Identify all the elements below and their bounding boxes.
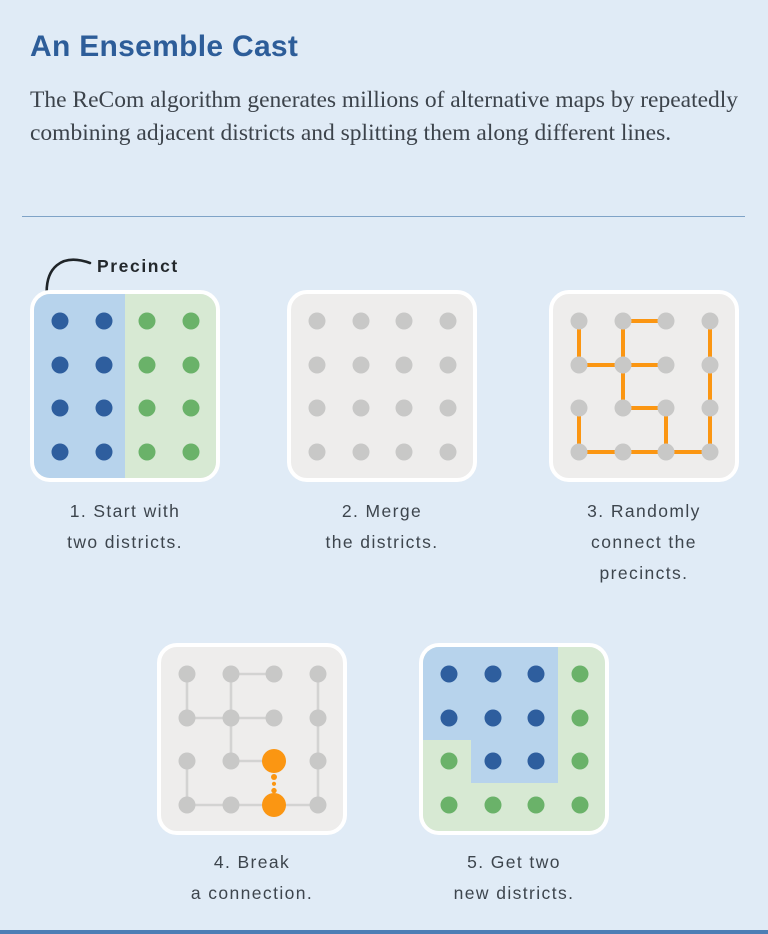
precinct-dot bbox=[52, 444, 69, 461]
divider bbox=[22, 216, 745, 217]
precinct-dot bbox=[310, 710, 327, 727]
precinct-dot bbox=[658, 400, 675, 417]
precinct-dot bbox=[485, 710, 502, 727]
precinct-dot bbox=[223, 710, 240, 727]
caption-step-5 bbox=[419, 847, 609, 909]
precinct-dot bbox=[52, 313, 69, 330]
caption-step-4 bbox=[157, 847, 347, 909]
precinct-dot bbox=[528, 710, 545, 727]
precinct-dot bbox=[309, 444, 326, 461]
precinct-dot bbox=[572, 710, 589, 727]
precinct-dot bbox=[441, 753, 458, 770]
precinct-dot bbox=[266, 710, 283, 727]
precinct-dot bbox=[572, 753, 589, 770]
precinct-dot bbox=[139, 444, 156, 461]
precinct-dot bbox=[262, 793, 286, 817]
precinct-dot bbox=[572, 797, 589, 814]
caption-line: 3. Randomly bbox=[587, 501, 701, 521]
caption-step-2 bbox=[287, 496, 477, 558]
precinct-dot bbox=[658, 444, 675, 461]
precinct-dot bbox=[179, 666, 196, 683]
precinct-dot bbox=[96, 357, 113, 374]
precinct-dot bbox=[571, 400, 588, 417]
precinct-dot bbox=[139, 313, 156, 330]
precinct-dot bbox=[485, 666, 502, 683]
precinct-dot bbox=[96, 400, 113, 417]
broken-connection-dot bbox=[271, 774, 277, 780]
precinct-dot bbox=[396, 400, 413, 417]
precinct-dot bbox=[571, 313, 588, 330]
precinct-dot bbox=[223, 753, 240, 770]
broken-connection-dot bbox=[272, 782, 276, 786]
precinct-dot bbox=[52, 400, 69, 417]
precinct-dot bbox=[615, 444, 632, 461]
precinct-dot bbox=[485, 797, 502, 814]
precinct-dot bbox=[441, 666, 458, 683]
caption-line: two districts. bbox=[67, 532, 183, 552]
caption-line: precincts. bbox=[599, 563, 689, 583]
precinct-dot bbox=[223, 666, 240, 683]
precinct-dot bbox=[353, 444, 370, 461]
panel-step-5-new-districts bbox=[419, 643, 609, 835]
precinct-dot bbox=[266, 666, 283, 683]
precinct-dot bbox=[702, 313, 719, 330]
panel-step-4-break-connection bbox=[157, 643, 347, 835]
page-title: An Ensemble Cast bbox=[30, 30, 299, 63]
precinct-dot bbox=[572, 666, 589, 683]
precinct-dot bbox=[353, 357, 370, 374]
precinct-dot bbox=[309, 400, 326, 417]
precinct-dot bbox=[139, 400, 156, 417]
precinct-dot bbox=[441, 710, 458, 727]
caption-step-1 bbox=[30, 496, 220, 558]
precinct-dot bbox=[615, 357, 632, 374]
caption-line: 1. Start with bbox=[69, 501, 181, 521]
precinct-dot bbox=[139, 357, 156, 374]
precinct-dot bbox=[440, 400, 457, 417]
precinct-dot bbox=[183, 444, 200, 461]
precinct-dot bbox=[309, 357, 326, 374]
precinct-dot bbox=[485, 753, 502, 770]
caption-line: 4. Break bbox=[213, 852, 291, 872]
precinct-dot bbox=[353, 400, 370, 417]
precinct-dot bbox=[310, 753, 327, 770]
precinct-label: Precinct bbox=[97, 256, 179, 276]
precinct-dot bbox=[262, 749, 286, 773]
precinct-dot bbox=[223, 797, 240, 814]
panel-step-3-spanning-tree bbox=[549, 290, 739, 482]
precinct-dot bbox=[702, 444, 719, 461]
panel-step-2-merged bbox=[287, 290, 477, 482]
broken-connection-dot bbox=[271, 788, 276, 793]
precinct-dot bbox=[353, 313, 370, 330]
precinct-dot bbox=[179, 797, 196, 814]
precinct-dot bbox=[615, 400, 632, 417]
caption-line: connect the bbox=[591, 532, 697, 552]
precinct-dot bbox=[183, 313, 200, 330]
precinct-dot bbox=[96, 444, 113, 461]
precinct-dot bbox=[440, 357, 457, 374]
precinct-dot bbox=[309, 313, 326, 330]
precinct-dot bbox=[396, 357, 413, 374]
description-text: The ReCom algorithm generates millions of alternative maps by repeatedly combining adjacent districts and splitting them along different lines. bbox=[30, 87, 739, 146]
precinct-dot bbox=[440, 444, 457, 461]
precinct-dot bbox=[179, 710, 196, 727]
precinct-dot bbox=[571, 357, 588, 374]
precinct-dot bbox=[183, 400, 200, 417]
caption-line: the districts. bbox=[325, 532, 439, 552]
precinct-dot bbox=[615, 313, 632, 330]
precinct-dot bbox=[179, 753, 196, 770]
precinct-dot bbox=[528, 797, 545, 814]
precinct-dot bbox=[658, 357, 675, 374]
precinct-dot bbox=[528, 753, 545, 770]
precinct-dot bbox=[310, 797, 327, 814]
caption-line: 5. Get two bbox=[467, 852, 561, 872]
precinct-dot bbox=[183, 357, 200, 374]
precinct-dot bbox=[702, 400, 719, 417]
precinct-dot bbox=[440, 313, 457, 330]
precinct-dot bbox=[396, 313, 413, 330]
precinct-dot bbox=[396, 444, 413, 461]
caption-line: a connection. bbox=[190, 883, 314, 903]
precinct-dot bbox=[702, 357, 719, 374]
precinct-dot bbox=[441, 797, 458, 814]
precinct-dot bbox=[528, 666, 545, 683]
precinct-dot bbox=[658, 313, 675, 330]
precinct-dot bbox=[310, 666, 327, 683]
caption-line: new districts. bbox=[453, 883, 575, 903]
precinct-dot bbox=[571, 444, 588, 461]
bottom-accent-bar bbox=[0, 930, 768, 934]
caption-step-3 bbox=[549, 496, 739, 589]
precinct-dot bbox=[96, 313, 113, 330]
panel-step-1-two-districts bbox=[30, 290, 220, 482]
precinct-dot bbox=[52, 357, 69, 374]
caption-line: 2. Merge bbox=[341, 501, 423, 521]
